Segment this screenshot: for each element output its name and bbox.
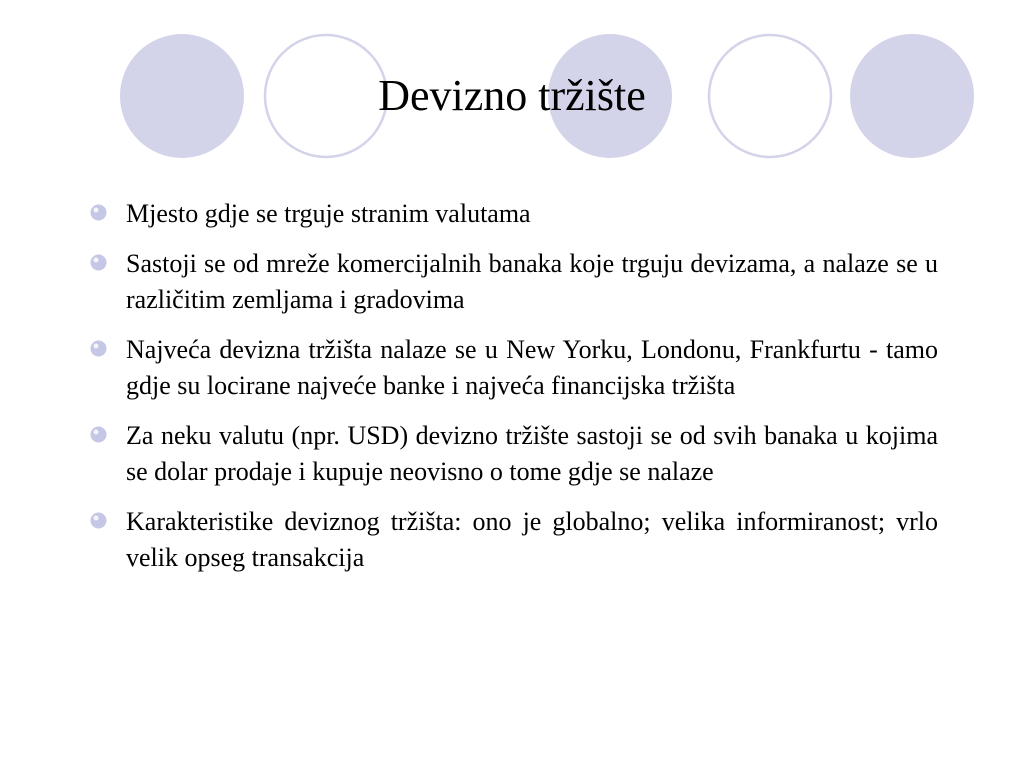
slide-title: Devizno tržište	[378, 71, 646, 120]
bullet-dot-icon	[90, 340, 107, 357]
bullet-text: Najveća devizna tržišta nalaze se u New Yorku, Londonu, Frankfurtu - tamo gdje su locirane najveće banke i najveća financijska tržišta	[126, 335, 938, 400]
bullet-dot-icon	[90, 426, 107, 443]
bullet-text: Mjesto gdje se trguje stranim valutama	[126, 199, 531, 228]
bullet-item	[90, 504, 938, 576]
bullet-item	[90, 332, 938, 404]
bullet-item	[90, 246, 938, 318]
bullet-item	[90, 196, 938, 232]
bullet-item	[90, 418, 938, 490]
bullet-dot-icon	[90, 254, 107, 271]
bullet-text: Za neku valutu (npr. USD) devizno tržište sastoji se od svih banaka u kojima se dolar prodaje i kupuje neovisno o tome gdje se nalaze	[126, 421, 938, 486]
bullet-dot-icon	[90, 512, 107, 529]
bullet-text: Sastoji se od mreže komercijalnih banaka koje trguju devizama, a nalaze se u različitim zemljama i gradovima	[126, 249, 938, 314]
bullet-list	[90, 196, 938, 590]
bullet-text: Karakteristike deviznog tržišta: ono je globalno; velika informiranost; vrlo velik opseg transakcija	[126, 507, 938, 572]
bullet-dot-icon	[90, 204, 107, 221]
